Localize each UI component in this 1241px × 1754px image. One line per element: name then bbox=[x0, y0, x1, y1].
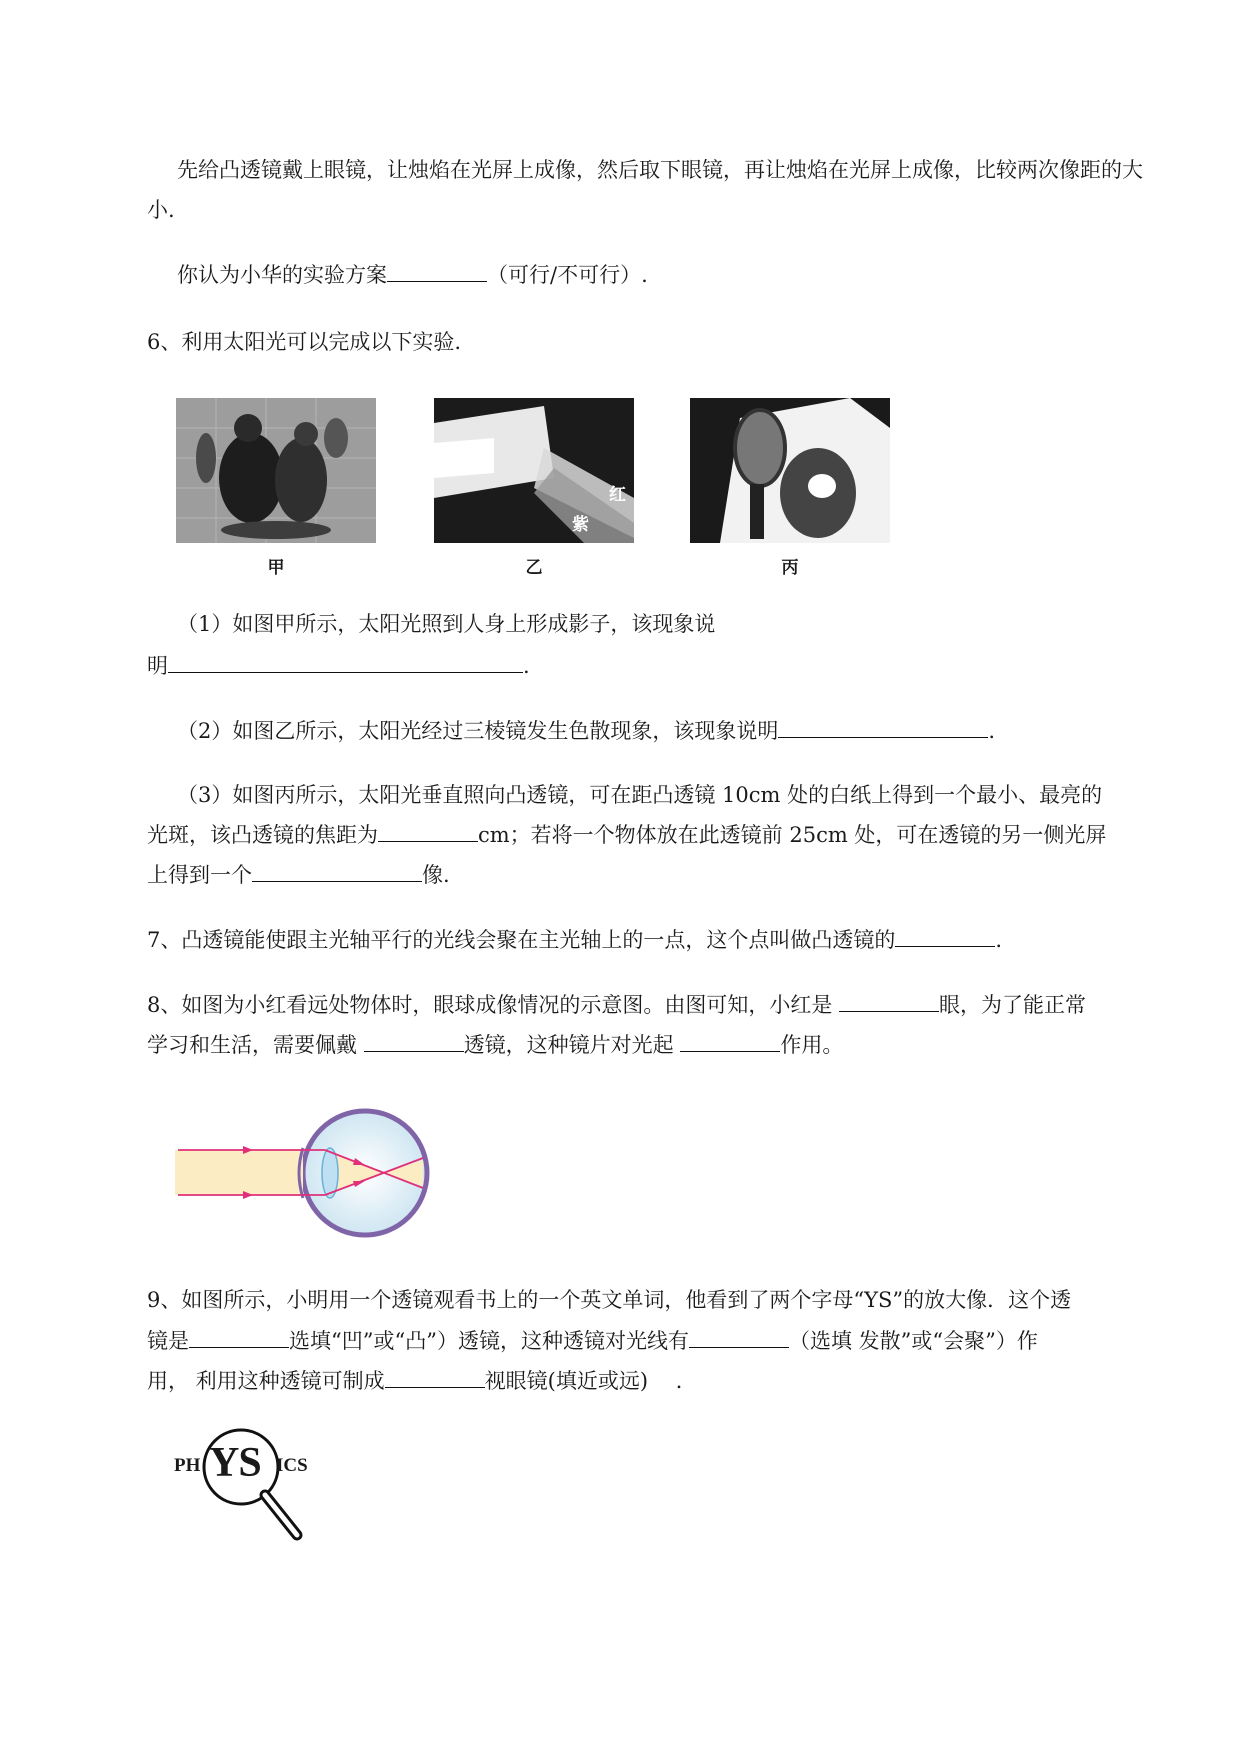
q8-line2: 学习和生活，需要佩戴 透镜，这种镜片对光起 作用。 bbox=[147, 1033, 844, 1057]
word-right: ICS bbox=[276, 1455, 308, 1476]
caption-bing: 丙 bbox=[781, 558, 799, 578]
caption-yi: 乙 bbox=[525, 558, 543, 578]
q6-sub1-cont: 明 . bbox=[147, 654, 530, 678]
label-purple: 紫 bbox=[572, 515, 589, 535]
label-red: 红 bbox=[609, 485, 626, 505]
word-magnified: YS bbox=[209, 1440, 261, 1486]
answer-blank[interactable] bbox=[689, 1346, 789, 1348]
answer-blank[interactable] bbox=[387, 280, 487, 282]
caption-jia: 甲 bbox=[267, 558, 285, 578]
answer-blank[interactable] bbox=[378, 840, 478, 842]
eye-diagram bbox=[175, 1108, 435, 1243]
word-left: PH bbox=[174, 1455, 201, 1476]
q6-sub1: （1）如图甲所示，太阳光照到人身上形成影子，该现象说 bbox=[177, 612, 716, 636]
q9-line1: 9、如图所示，小明用一个透镜观看书上的一个英文单词，他看到了两个字母“YS”的放大像．这个透 bbox=[147, 1288, 1072, 1312]
q9-line3: 用， 利用这种透镜可制成 视眼镜(填近或远) ． bbox=[147, 1369, 697, 1393]
q6-sub3-line2: 光斑，该凸透镜的焦距为 cm；若将一个物体放在此透镜前 25cm 处，可在透镜的另一侧光屏 bbox=[147, 823, 1107, 847]
q8-line1: 8、如图为小红看远处物体时，眼球成像情况的示意图。由图可知，小红是 眼，为了能正常 bbox=[147, 993, 1087, 1017]
photo-shadow bbox=[176, 398, 376, 543]
q6-sub3-line1: （3）如图丙所示，太阳光垂直照向凸透镜，可在距凸透镜 10cm 处的白纸上得到一个最小、最亮的 bbox=[177, 783, 1103, 807]
answer-blank[interactable] bbox=[778, 736, 988, 738]
answer-blank[interactable] bbox=[364, 1050, 464, 1052]
photo-prism bbox=[434, 398, 634, 543]
answer-blank[interactable] bbox=[680, 1050, 780, 1052]
answer-blank[interactable] bbox=[252, 880, 422, 882]
answer-blank[interactable] bbox=[168, 671, 523, 673]
lens-focus-image bbox=[690, 398, 890, 543]
magnifier-figure bbox=[173, 1425, 323, 1547]
answer-blank[interactable] bbox=[895, 945, 995, 947]
prism-dispersion-image bbox=[434, 398, 634, 543]
intro-paragraph: 先给凸透镜戴上眼镜，让烛焰在光屏上成像，然后取下眼镜，再让烛焰在光屏上成像，比较两次像距的大小. bbox=[147, 158, 1143, 222]
answer-blank[interactable] bbox=[839, 1010, 939, 1012]
q9-line2: 镜是 选填“凹”或“凸”）透镜，这种透镜对光线有 （选填 发散”或“会聚”）作 bbox=[147, 1329, 1038, 1353]
q6-sub2: （2）如图乙所示，太阳光经过三棱镜发生色散现象，该现象说明 . bbox=[177, 719, 996, 743]
shadow-people-image bbox=[176, 398, 376, 543]
q7: 7、凸透镜能使跟主光轴平行的光线会聚在主光轴上的一点，这个点叫做凸透镜的 . bbox=[147, 928, 1003, 952]
answer-blank[interactable] bbox=[189, 1346, 289, 1348]
answer-blank[interactable] bbox=[385, 1386, 485, 1388]
q6-title: 6、利用太阳光可以完成以下实验. bbox=[147, 330, 462, 354]
photo-lens bbox=[690, 398, 890, 543]
q6-sub3-line3: 上得到一个 像. bbox=[147, 863, 450, 887]
intro-question: 你认为小华的实验方案 （可行/不可行）. bbox=[177, 263, 648, 287]
